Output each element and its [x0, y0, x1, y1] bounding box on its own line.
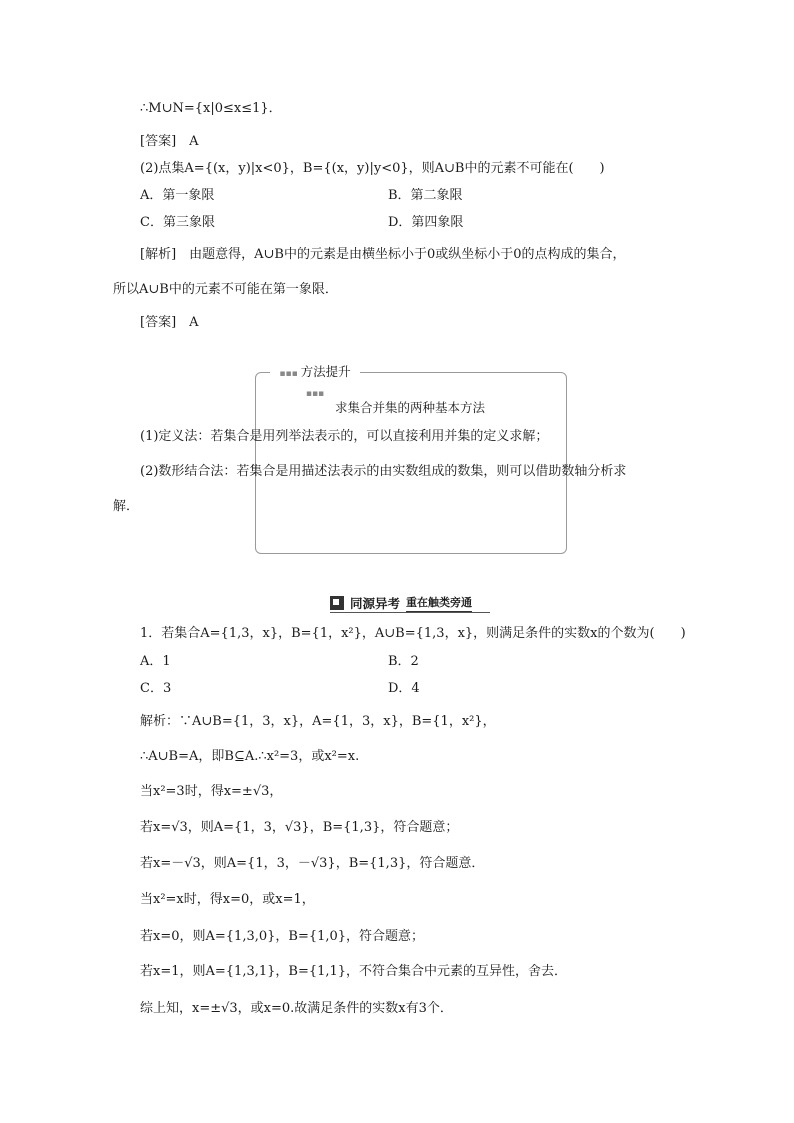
- option-c: C．3: [140, 681, 172, 696]
- section-underline: [330, 612, 490, 613]
- option-d: D．4: [388, 681, 420, 696]
- solution-line: 若x=0，则A={1,3,0}，B={1,0}，符合题意；: [140, 929, 425, 944]
- solution-line: 当x²=3时，得x=±√3，: [140, 784, 283, 799]
- answer-label: [答案] A: [140, 315, 199, 330]
- question-2: (2)点集A={(x，y)|x<0}，B={(x，y)|y<0}，则A∪B中的元素不可能在( ): [140, 161, 605, 176]
- solution-line: 若x=√3，则A={1，3，√3}，B={1,3}，符合题意；: [140, 820, 459, 835]
- method-point-2: (2)数形结合法：若集合是用描述法表示的由实数组成的数集，则可以借助数轴分析求: [140, 464, 627, 479]
- analysis-line: [解析] 由题意得，A∪B中的元素是由横坐标小于0或纵坐标小于0的点构成的集合，: [140, 247, 626, 262]
- option-c: C．第三象限: [140, 215, 215, 230]
- section-header: [330, 594, 472, 612]
- analysis-line: 所以A∪B中的元素不可能在第一象限．: [113, 282, 338, 297]
- solution-line: 当x²=x时，得x=0，或x=1，: [140, 892, 315, 907]
- option-a: A．1: [140, 654, 171, 669]
- dots-icon: ▪▪▪: [305, 389, 325, 399]
- option-a: A．第一象限: [140, 188, 215, 203]
- question-1: 1．若集合A={1,3，x}，B={1，x²}，A∪B={1,3，x}，则满足条件的实数x的个数为( ): [140, 626, 686, 641]
- answer-label: [答案] A: [140, 134, 199, 149]
- method-subtitle: 求集合并集的两种基本方法: [334, 400, 485, 415]
- section-icon: [330, 596, 344, 610]
- section-title: 同源异考: [350, 596, 401, 611]
- solution-line: 解析：∵A∪B={1，3，x}，A={1，3，x}，B={1，x²}，: [140, 714, 496, 729]
- method-point-1: (1)定义法：若集合是用列举法表示的，可以直接利用并集的定义求解；: [140, 429, 549, 444]
- method-title: ▪▪▪ 方法提升 ▪▪▪: [270, 363, 360, 381]
- solution-line: 综上知，x=±√3，或x=0.故满足条件的实数x有3个．: [140, 1001, 453, 1016]
- dots-icon: ▪▪▪: [279, 369, 301, 379]
- section-subtitle: 重在触类旁通: [406, 594, 472, 612]
- option-b: B．第二象限: [388, 188, 463, 203]
- option-b: B．2: [388, 654, 419, 669]
- solution-line: ∴A∪B=A，即B⊆A.∴x²=3，或x²=x.: [140, 749, 360, 764]
- option-d: D．第四象限: [388, 215, 464, 230]
- text-line: ∴M∪N={x|0≤x≤1}．: [140, 101, 282, 116]
- method-point-2-cont: 解．: [113, 499, 140, 514]
- solution-line: 若x=1，则A={1,3,1}，B={1,1}，不符合集合中元素的互异性，舍去．: [140, 964, 568, 979]
- solution-line: 若x=－√3，则A={1，3，－√3}，B={1,3}，符合题意．: [140, 856, 485, 871]
